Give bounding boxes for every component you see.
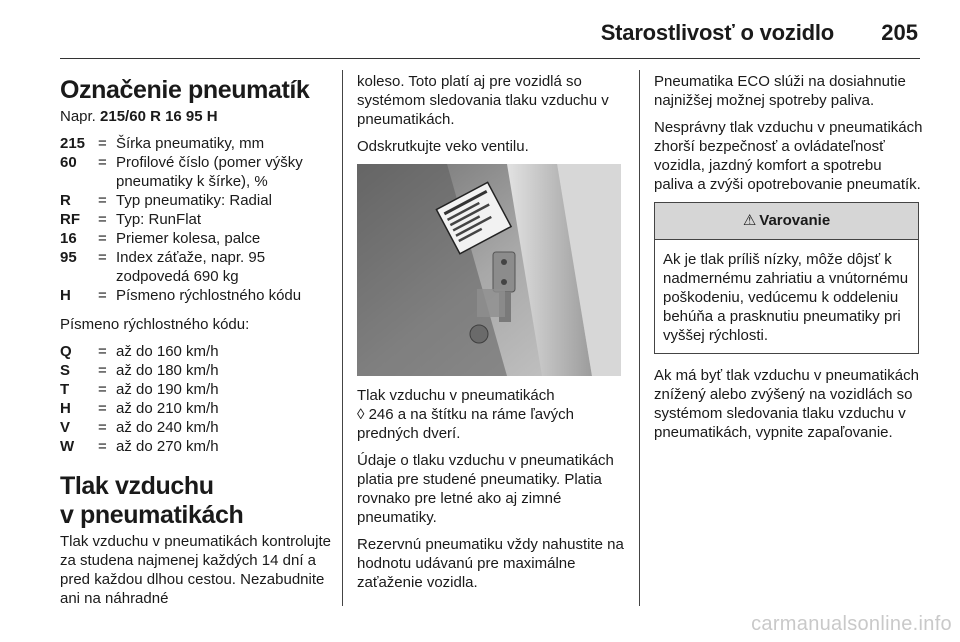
heading-line-1: Tlak vzduchu [60, 472, 214, 500]
equals-sign: = [98, 230, 107, 247]
code-term: H [60, 287, 71, 304]
definition-row [60, 380, 332, 399]
warning-box [654, 202, 919, 354]
eco-tire-text: Pneumatika ECO slúži na dosiahnutie najnižšej možnej spotreby paliva. [654, 73, 906, 109]
page-number: 205 [881, 20, 918, 45]
code-term: V [60, 419, 71, 436]
section-heading-tire-pressure [60, 472, 332, 530]
code-description: Priemer kolesa, palce [116, 230, 261, 247]
column-divider-2 [639, 70, 640, 606]
column-1 [60, 72, 332, 616]
code-term: T [60, 381, 70, 398]
code-term: 60 [60, 154, 77, 171]
code-description: až do 240 km/h [116, 419, 219, 436]
column-divider-1 [342, 70, 343, 606]
definition-row [60, 134, 332, 153]
pressure-check-text: Tlak vzduchu v pneumatikách kontrolujte za studena najmenej každých 14 dní a pred každou dlhou cestou. Nezabudnite ani na náhradné [60, 533, 331, 607]
warning-text: Ak je tlak príliš nízky, môže dôjsť k nadmernému zahriatiu a vnútornému poškodeniu, vedúcemu k oddeleniu behúňa a prasknutiu pneumatiky pri vyššej rýchlosti. [663, 251, 909, 344]
code-term: 95 [60, 249, 77, 266]
equals-sign: = [98, 362, 107, 379]
warning-triangle-icon: ⚠ [742, 212, 757, 229]
equals-sign: = [98, 343, 107, 360]
door-frame-illustration [357, 164, 621, 376]
site-watermark: carmanualsonline.info [751, 613, 952, 635]
code-term: S [60, 362, 71, 379]
cold-tire-text: Údaje o tlaku vzduchu v pneumatikách platia pre studené pneumatiky. Platia rovnako pre letné ako aj zimné pneumatiky. [357, 452, 614, 526]
section-heading-tire-marking: Označenie pneumatík [60, 76, 310, 104]
door-frame-label-photo [357, 164, 621, 376]
spare-inflation-text: Rezervnú pneumatiku vždy nahustite na hodnotu udávanú pre maximálne zaťaženie vozidla. [357, 536, 624, 591]
definition-row [60, 210, 332, 229]
equals-sign: = [98, 192, 107, 209]
code-description: Typ: RunFlat [116, 211, 202, 228]
spare-wheel-text: koleso. Toto platí aj pre vozidlá so systémom sledovania tlaku vzduchu v pneumatikách. [357, 73, 609, 128]
example-code: 215/60 R 16 95 H [100, 108, 218, 125]
column-2 [357, 72, 627, 600]
pressure-reference-rest: 246 a na štítku na ráme ľavých predných dverí. [357, 406, 574, 442]
code-term: RF [60, 211, 80, 228]
definition-row [60, 191, 332, 210]
code-description: až do 160 km/h [116, 343, 219, 360]
code-description: Šírka pneumatiky, mm [116, 135, 265, 152]
page-reference-icon[interactable]: ◊ [357, 406, 365, 423]
pressure-reference-line: Tlak vzduchu v pneumatikách [357, 387, 555, 404]
code-description: až do 180 km/h [116, 362, 219, 379]
code-description: Profilové číslo (pomer výšky pneumatiky k šírke), % [116, 154, 303, 190]
definition-row [60, 286, 332, 305]
equals-sign: = [98, 135, 107, 152]
valve-cap-instruction: Odskrutkujte veko ventilu. [357, 138, 529, 155]
warning-title: Varovanie [759, 212, 831, 229]
tire-code-list [60, 134, 332, 305]
speed-code-intro: Písmeno rýchlostného kódu: [60, 316, 250, 333]
code-description: Písmeno rýchlostného kódu [116, 287, 302, 304]
code-description: Index záťaže, napr. 95 zodpovedá 690 kg [116, 249, 266, 285]
speed-code-list [60, 342, 332, 456]
heading-line-2: v pneumatikách [60, 501, 244, 529]
code-description: až do 270 km/h [116, 438, 219, 455]
equals-sign: = [98, 400, 107, 417]
code-term: W [60, 438, 75, 455]
code-term: H [60, 400, 71, 417]
incorrect-pressure-text: Nesprávny tlak vzduchu v pneumatikách zhorší bezpečnosť a ovládateľnosť vozidla, jazdný komfort a spotrebu paliva a zvýši opotrebovanie pneumatík. [654, 119, 923, 193]
tpms-ignition-text: Ak má byť tlak vzduchu v pneumatikách znížený alebo zvýšený na vozidlách so systémom sledovania tlaku vzduchu v pneumatikách, vypnite zapaľovanie. [654, 367, 919, 441]
definition-row [60, 342, 332, 361]
code-description: až do 210 km/h [116, 400, 219, 417]
definition-row [60, 229, 332, 248]
definition-row [60, 437, 332, 456]
header-divider [60, 58, 920, 59]
definition-row [60, 399, 332, 418]
code-description: až do 190 km/h [116, 381, 219, 398]
code-description: Typ pneumatiky: Radial [116, 192, 272, 209]
definition-row [60, 248, 332, 286]
pressure-reference-text [357, 386, 627, 443]
page-header [60, 10, 920, 55]
definition-row [60, 418, 332, 437]
equals-sign: = [98, 249, 107, 266]
code-term: R [60, 192, 71, 209]
equals-sign: = [98, 438, 107, 455]
warning-header [655, 203, 918, 240]
equals-sign: = [98, 154, 107, 171]
equals-sign: = [98, 287, 107, 304]
equals-sign: = [98, 211, 107, 228]
code-term: 16 [60, 230, 77, 247]
code-term: Q [60, 343, 72, 360]
equals-sign: = [98, 381, 107, 398]
definition-row [60, 361, 332, 380]
example-prefix: Napr. [60, 108, 96, 125]
equals-sign: = [98, 419, 107, 436]
definition-row [60, 153, 332, 191]
code-term: 215 [60, 135, 86, 152]
header-title: Starostlivosť o vozidlo [600, 20, 834, 45]
tire-example [60, 107, 332, 126]
column-3 [654, 72, 924, 450]
